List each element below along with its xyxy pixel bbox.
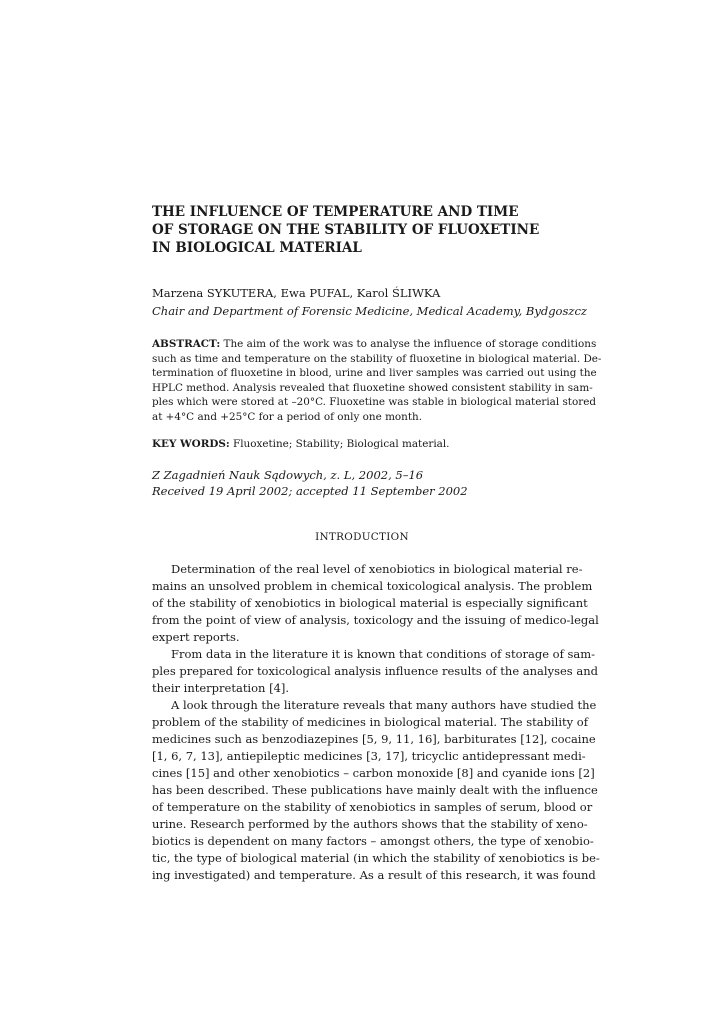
body-line: has been described. These publications have mainly dealt with the influence: [152, 783, 598, 797]
body-line: A look through the literature reveals that many authors have studied the: [171, 698, 597, 712]
keywords: [152, 437, 450, 452]
body-line: [1, 6, 7, 13], antiepileptic medicines [3, 17], tricyclic antidepressant medi-: [152, 749, 586, 763]
author-list: Marzena SYKUTERA, Ewa PUFAL, Karol ŚLIWKA: [152, 286, 441, 300]
abstract-line: ples which were stored at –20°C. Fluoxetine was stable in biological material stored: [152, 396, 596, 409]
body-line: biotics is dependent on many factors – amongst others, the type of xenobio-: [152, 834, 594, 848]
body-line: their interpretation [4].: [152, 681, 290, 695]
body-line: from the point of view of analysis, toxicology and the issuing of medico-legal: [152, 613, 599, 627]
title-line: THE INFLUENCE OF TEMPERATURE AND TIME: [152, 204, 519, 220]
title-line: IN BIOLOGICAL MATERIAL: [152, 240, 362, 256]
body-line: of temperature on the stability of xenobiotics in samples of serum, blood or: [152, 800, 593, 814]
abstract-line: ABSTRACT: The aim of the work was to analyse the influence of storage conditions: [152, 338, 597, 350]
body-line: tic, the type of biological material (in which the stability of xenobiotics is be-: [152, 851, 600, 865]
keywords-text: Fluoxetine; Stability; Biological material.: [229, 438, 450, 450]
affiliation: Chair and Department of Forensic Medicine, Medical Academy, Bydgoszcz: [152, 304, 587, 318]
abstract-line: such as time and temperature on the stability of fluoxetine in biological material. De-: [152, 352, 602, 365]
title-line: OF STORAGE ON THE STABILITY OF FLUOXETINE: [152, 222, 540, 238]
body-line: urine. Research performed by the authors shows that the stability of xeno-: [152, 817, 588, 831]
body-line: cines [15] and other xenobiotics – carbon monoxide [8] and cyanide ions [2]: [152, 766, 595, 780]
journal-citation: Z Zagadnień Nauk Sądowych, z. L, 2002, 5–16: [152, 468, 424, 482]
received-dates: Received 19 April 2002; accepted 11 September 2002: [152, 484, 468, 498]
body-text: [152, 561, 600, 884]
body-line: ples prepared for toxicological analysis influence results of the analyses and: [152, 664, 598, 678]
section-heading: INTRODUCTION: [315, 531, 409, 543]
citation-block: [152, 467, 468, 499]
body-line: problem of the stability of medicines in biological material. The stability of: [152, 715, 588, 729]
body-line: expert reports.: [152, 630, 240, 644]
body-line: of the stability of xenobiotics in biological material is especially significant: [152, 596, 588, 610]
paper-page: [152, 0, 602, 1024]
abstract-line: termination of fluoxetine in blood, urine and liver samples was carried out using the: [152, 367, 597, 380]
keywords-label: KEY WORDS:: [152, 438, 230, 450]
body-line: medicines such as benzodiazepines [5, 9, 11, 16], barbiturates [12], cocaine: [152, 732, 596, 746]
abstract-line: at +4°C and +25°C for a period of only one month.: [152, 410, 423, 423]
body-line: From data in the literature it is known that conditions of storage of sam-: [171, 647, 596, 661]
body-line: mains an unsolved problem in chemical toxicological analysis. The problem: [152, 579, 593, 593]
body-line: ing investigated) and temperature. As a result of this research, it was found: [152, 868, 596, 882]
body-line: Determination of the real level of xenobiotics in biological material re-: [171, 562, 583, 576]
abstract-label: ABSTRACT:: [152, 338, 221, 350]
paper-title: [152, 203, 572, 257]
abstract: [152, 337, 602, 425]
abstract-line: HPLC method. Analysis revealed that fluoxetine showed consistent stability in sam-: [152, 381, 593, 394]
